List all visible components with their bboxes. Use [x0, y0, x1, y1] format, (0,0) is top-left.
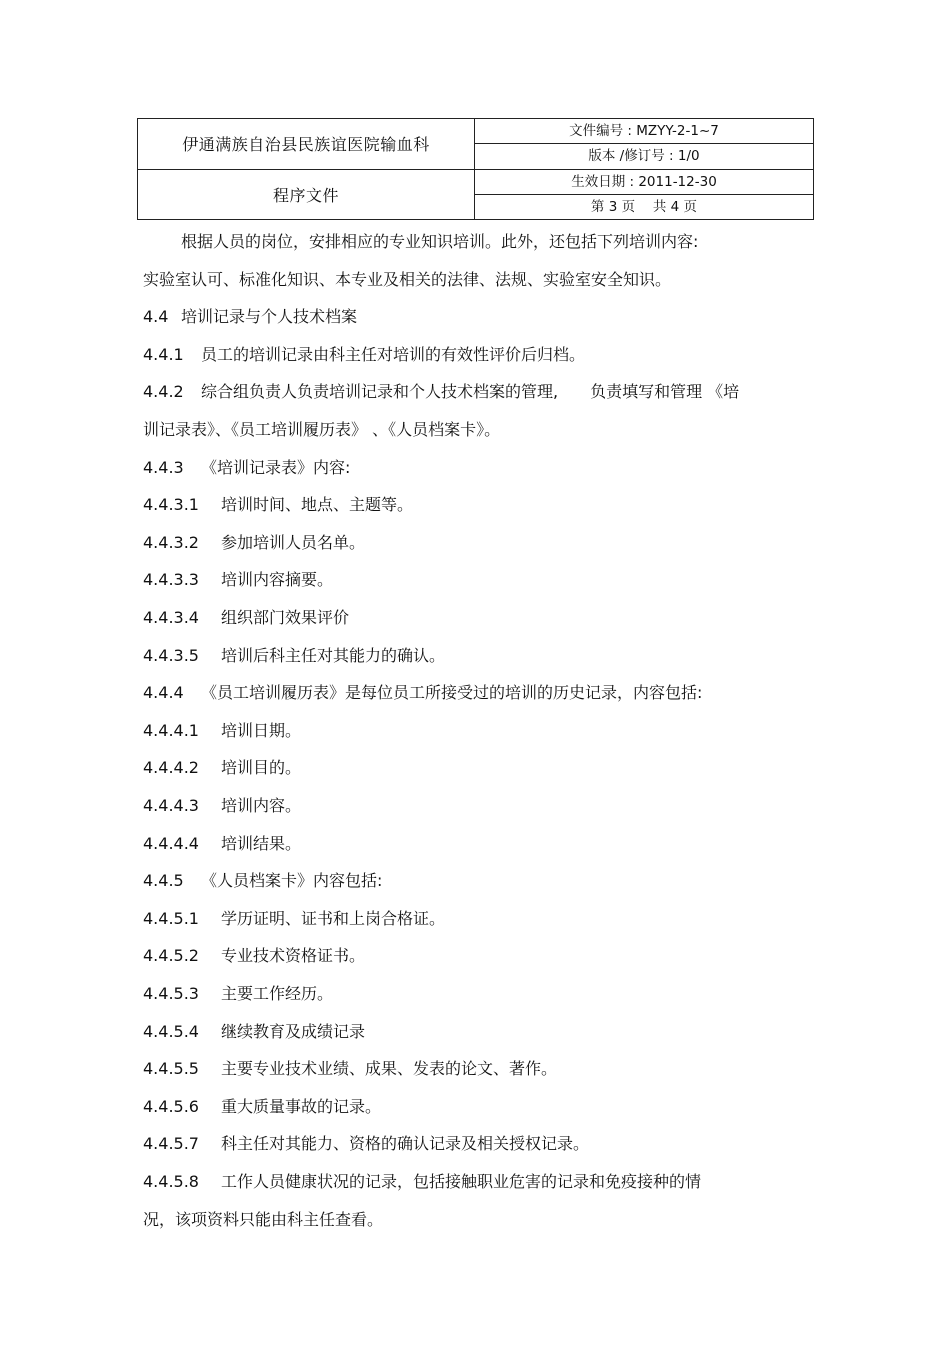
document-type: 程序文件 — [138, 169, 475, 220]
paragraph-line — [143, 834, 813, 854]
section-text: 继续教育及成绩记录 — [221, 1021, 366, 1041]
section-text: 培训日期。 — [221, 720, 302, 740]
paragraph-line — [143, 871, 813, 891]
section-text: 培训结果。 — [221, 833, 302, 853]
hospital-name: 伊通满族自治县民族谊医院输血科 — [138, 119, 475, 170]
version-number: 版本 /修订号 : 1/0 — [475, 144, 814, 169]
section-number: 4.4.5.4 — [143, 1021, 199, 1041]
section-text: 科主任对其能力、资格的确认记录及相关授权记录。 — [221, 1134, 590, 1154]
section-number: 4.4.5.7 — [143, 1134, 199, 1154]
section-text: 《培训记录表》内容: — [201, 457, 351, 477]
section-number: 4.4.4.3 — [143, 796, 199, 815]
section-text: 况，该项资料只能由科主任查看。 — [143, 1209, 384, 1229]
paragraph-line — [143, 570, 813, 590]
paragraph-line — [181, 232, 851, 252]
section-number: 4.4.4.4 — [143, 833, 199, 853]
paragraph-line — [143, 721, 813, 741]
section-number: 4.4.5.8 — [143, 1172, 199, 1191]
section-text: 培训记录与个人技术档案 — [181, 307, 358, 327]
paragraph-line — [143, 608, 813, 628]
section-text: 培训内容摘要。 — [221, 570, 334, 590]
section-text: 培训内容。 — [221, 796, 302, 815]
effective-date: 生效日期 : 2011-12-30 — [475, 169, 814, 194]
section-number: 4.4.3.5 — [143, 645, 199, 665]
paragraph-line — [143, 1059, 813, 1079]
paragraph-line — [143, 1022, 813, 1042]
paragraph-line — [143, 758, 813, 778]
section-number: 4.4.5.3 — [143, 984, 199, 1003]
section-number: 4.4.5.5 — [143, 1059, 199, 1079]
paragraph-line — [143, 458, 813, 478]
paragraph-line — [143, 382, 813, 402]
paragraph-line — [143, 683, 813, 703]
section-text: 根据人员的岗位，安排相应的专业知识培训。此外，还包括下列培训内容: — [181, 232, 699, 251]
document-number: 文件编号 : MZYY-2-1~7 — [475, 119, 814, 144]
document-header-table — [137, 118, 814, 220]
section-text: 训记录表》、《员工培训履历表》 、《人员档案卡》。 — [143, 420, 501, 439]
section-number: 4.4 — [143, 307, 169, 327]
paragraph-line — [143, 1210, 813, 1230]
section-text: 《人员档案卡》内容包括: — [201, 871, 383, 891]
paragraph-line — [143, 984, 813, 1004]
paragraph-line — [143, 533, 813, 553]
section-number: 4.4.1 — [143, 344, 184, 364]
section-number: 4.4.3.2 — [143, 532, 199, 552]
section-text: 参加培训人员名单。 — [221, 532, 366, 552]
section-number: 4.4.3.3 — [143, 570, 199, 590]
section-number: 4.4.4 — [143, 683, 184, 703]
section-number: 4.4.5 — [143, 871, 184, 891]
paragraph-line — [143, 909, 813, 929]
paragraph-line — [143, 1172, 813, 1192]
paragraph-line — [143, 1097, 813, 1117]
section-number: 4.4.3.1 — [143, 495, 199, 515]
section-text: 培训时间、地点、主题等。 — [221, 495, 414, 515]
section-number: 4.4.3 — [143, 457, 184, 477]
section-text: 培训后科主任对其能力的确认。 — [221, 645, 446, 665]
section-text: 工作人员健康状况的记录，包括接触职业危害的记录和免疫接种的情 — [221, 1172, 702, 1191]
section-text: 组织部门效果评价 — [221, 608, 350, 627]
section-text: 实验室认可、标准化知识、本专业及相关的法律、法规、实验室安全知识。 — [143, 269, 672, 289]
section-text: 主要专业技术业绩、成果、发表的论文、著作。 — [221, 1059, 558, 1079]
section-text: 学历证明、证书和上岗合格证。 — [221, 908, 446, 928]
section-text: 主要工作经历。 — [221, 984, 334, 1003]
section-text: 综合组负责人负责培训记录和个人技术档案的管理, 负责填写和管理 《培 — [201, 382, 740, 402]
section-number: 4.4.5.1 — [143, 908, 199, 928]
section-number: 4.4.3.4 — [143, 608, 199, 627]
page-number: 第 3 页 共 4 页 — [475, 194, 814, 219]
section-text: 重大质量事故的记录。 — [221, 1096, 382, 1116]
section-number: 4.4.5.6 — [143, 1096, 199, 1116]
section-text: 员工的培训记录由科主任对培训的有效性评价后归档。 — [201, 344, 586, 364]
section-number: 4.4.4.2 — [143, 758, 199, 778]
paragraph-line — [143, 270, 813, 290]
paragraph-line — [143, 796, 813, 816]
paragraph-line — [143, 1134, 813, 1154]
paragraph-line — [143, 420, 813, 440]
section-number: 4.4.4.1 — [143, 720, 199, 740]
section-text: 专业技术资格证书。 — [221, 946, 366, 966]
section-number: 4.4.5.2 — [143, 946, 199, 966]
paragraph-line — [143, 345, 813, 365]
section-text: 《员工培训履历表》是每位员工所接受过的培训的历史记录，内容包括: — [201, 683, 703, 703]
section-text: 培训目的。 — [221, 758, 302, 778]
paragraph-line — [143, 495, 813, 515]
paragraph-line — [143, 946, 813, 966]
paragraph-line — [143, 646, 813, 666]
paragraph-line — [143, 307, 813, 327]
section-number: 4.4.2 — [143, 382, 184, 402]
